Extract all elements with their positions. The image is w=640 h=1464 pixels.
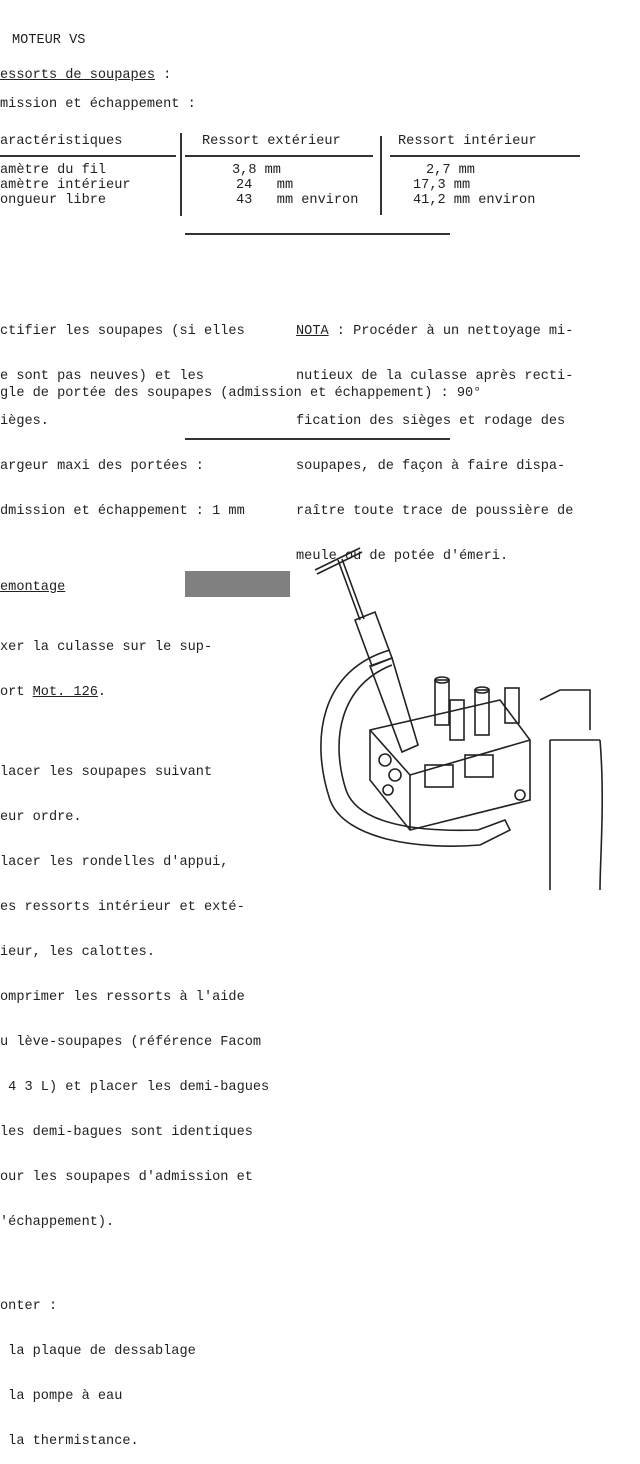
table-rule	[390, 155, 580, 157]
compressor-frame	[321, 650, 510, 846]
text-line: 'échappement).	[0, 1215, 115, 1230]
text-line: u lève-soupapes (référence Facom	[0, 1035, 262, 1050]
text-line: 4 3 L) et placer les demi-bagues	[0, 1080, 270, 1095]
table-row-label: amètre intérieur	[0, 178, 131, 193]
text-line	[296, 324, 573, 339]
separator	[185, 233, 450, 235]
text-line: fication des sièges et rodage des	[296, 414, 566, 429]
text-line	[0, 685, 269, 700]
text-line: meule ou de potée d'émeri.	[296, 549, 509, 564]
seat-angle-line: gle de portée des soupapes (admission et échappement) : 90°	[0, 386, 482, 401]
text-line: la thermistance.	[0, 1434, 139, 1449]
valve-spring-compressor-illustration	[300, 540, 640, 900]
text-line: la plaque de dessablage	[0, 1344, 196, 1359]
table-cell: 17,3 mm	[413, 178, 471, 193]
text-line: argeur maxi des portées :	[0, 459, 204, 474]
nota-text: : Procéder à un nettoyage mi-	[328, 324, 574, 339]
text-fragment: ort	[0, 685, 33, 700]
subheading: mission et échappement :	[0, 97, 196, 112]
text-line: onter :	[0, 1299, 58, 1314]
section-heading-springs	[0, 68, 171, 83]
tool-reference: Mot. 126	[32, 685, 98, 700]
table-divider	[380, 136, 382, 215]
heading-colon: :	[155, 68, 172, 83]
table-cell: 41,2 mm environ	[413, 193, 536, 208]
table-rule	[0, 155, 176, 157]
table-row-label: ongueur libre	[0, 193, 107, 208]
text-line: es ressorts intérieur et exté-	[0, 900, 245, 915]
table-header-outer-spring: Ressort extérieur	[202, 134, 341, 149]
heading-text: essorts de soupapes	[0, 68, 155, 83]
t-handle-icon	[315, 548, 364, 620]
text-line: xer la culasse sur le sup-	[0, 640, 213, 655]
text-line: lacer les rondelles d'appui,	[0, 855, 229, 870]
section-heading-reassembly: emontage	[0, 580, 66, 595]
text-fragment: .	[97, 685, 107, 700]
text-line: ctifier les soupapes (si elles	[0, 324, 245, 339]
page-title: MOTEUR VS	[12, 33, 86, 48]
table-divider	[180, 133, 182, 216]
text-line: e sont pas neuves) et les	[0, 369, 204, 384]
separator	[185, 438, 450, 440]
text-line: omprimer les ressorts à l'aide	[0, 990, 245, 1005]
text-line: raître toute trace de poussière de	[296, 504, 574, 519]
text-line: les demi-bagues sont identiques	[0, 1125, 253, 1140]
table-cell: 3,8 mm	[232, 163, 281, 178]
table-header-inner-spring: Ressort intérieur	[398, 134, 537, 149]
nota-block	[296, 294, 573, 579]
text-line: dmission et échappement : 1 mm	[0, 504, 245, 519]
table-header-characteristics: aractéristiques	[0, 134, 123, 149]
text-line: lacer les soupapes suivant	[0, 765, 213, 780]
redacted-block	[185, 571, 290, 597]
text-line: ieur, les calottes.	[0, 945, 155, 960]
text-line: soupapes, de façon à faire dispa-	[296, 459, 566, 474]
table-cell: 43 mm environ	[236, 193, 359, 208]
table-cell: 2,7 mm	[426, 163, 475, 178]
nota-label: NOTA	[296, 324, 329, 339]
support-stand	[540, 690, 602, 890]
reassembly-steps	[0, 610, 269, 1464]
text-line: la pompe à eau	[0, 1389, 123, 1404]
text-line: eur ordre.	[0, 810, 82, 825]
text-line: nutieux de la culasse après recti-	[296, 369, 574, 384]
text-line: ièges.	[0, 414, 49, 429]
table-cell: 24 mm	[236, 178, 294, 193]
text-line: our les soupapes d'admission et	[0, 1170, 253, 1185]
instructions-left	[0, 294, 245, 534]
table-rule	[185, 155, 373, 157]
table-row-label: amètre du fil	[0, 163, 107, 178]
